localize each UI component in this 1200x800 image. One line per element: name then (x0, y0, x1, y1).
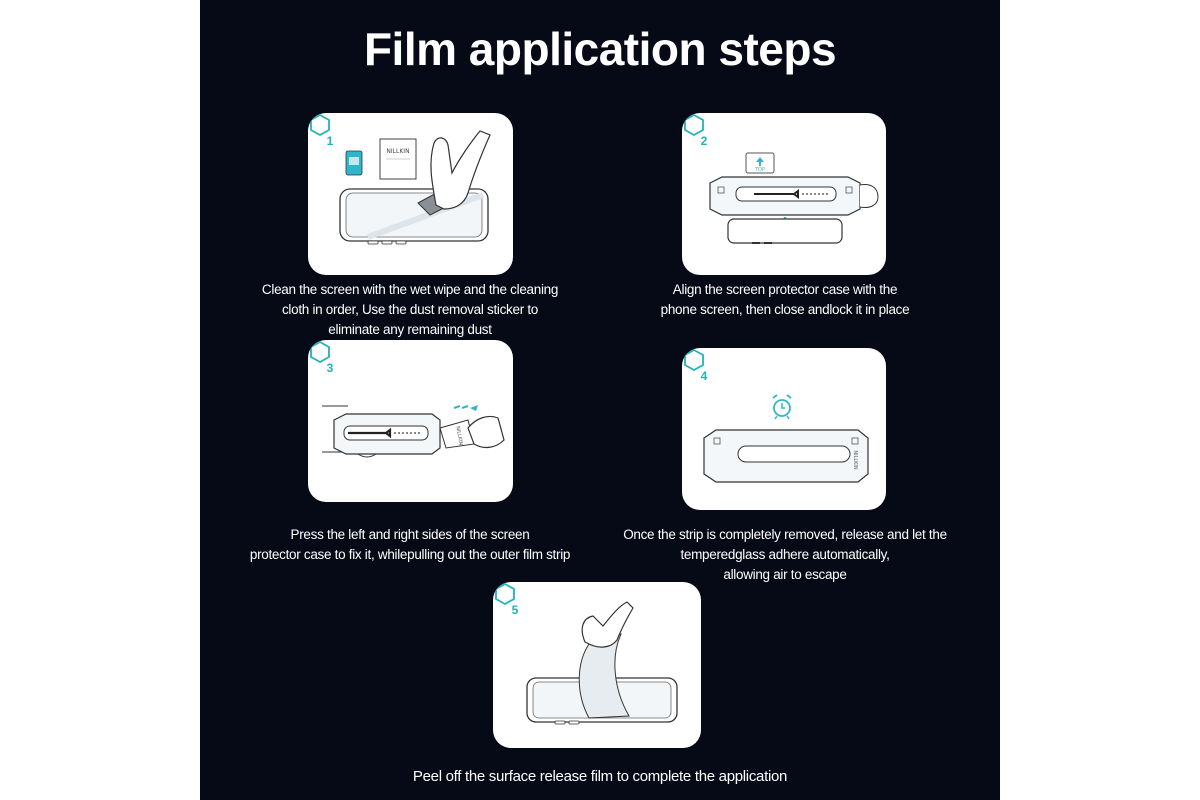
step-5-caption: Peel off the surface release film to complete the application (412, 768, 788, 785)
step-1-card (308, 113, 513, 275)
step-1-number: 1 (326, 134, 334, 148)
step-4-caption: Once the strip is completely removed, release and let the temperedglass adhere automatically, allowing air to escape (623, 527, 947, 582)
step-3-number: 3 (326, 361, 334, 375)
step-4-number: 4 (700, 369, 708, 383)
step-2-caption: Align the screen protector case with the phone screen, then close andlock it in place (660, 282, 910, 317)
step-3-card (308, 340, 513, 502)
step-2-top-label: TOP (754, 167, 766, 173)
instruction-panel (200, 0, 1000, 800)
step-1-label: NILLKIN (386, 148, 410, 155)
step-2-card (682, 113, 886, 275)
step-3-caption: Press the left and right sides of the screen protector case to fix it, whilepulling out the outer film strip (249, 527, 571, 562)
step-4-card (682, 348, 886, 510)
step-2-number: 2 (700, 134, 708, 148)
step-5-number: 5 (511, 603, 519, 617)
step-1-caption: Clean the screen with the wet wipe and the cleaning cloth in order, Use the dust removal sticker to eliminate any remaining dust (261, 282, 559, 337)
step-4-label: NILLKIN (852, 450, 858, 470)
step-3-label: NILLKIN (454, 425, 464, 446)
page-title: Film application steps (363, 23, 837, 75)
step-5-card (493, 582, 701, 748)
